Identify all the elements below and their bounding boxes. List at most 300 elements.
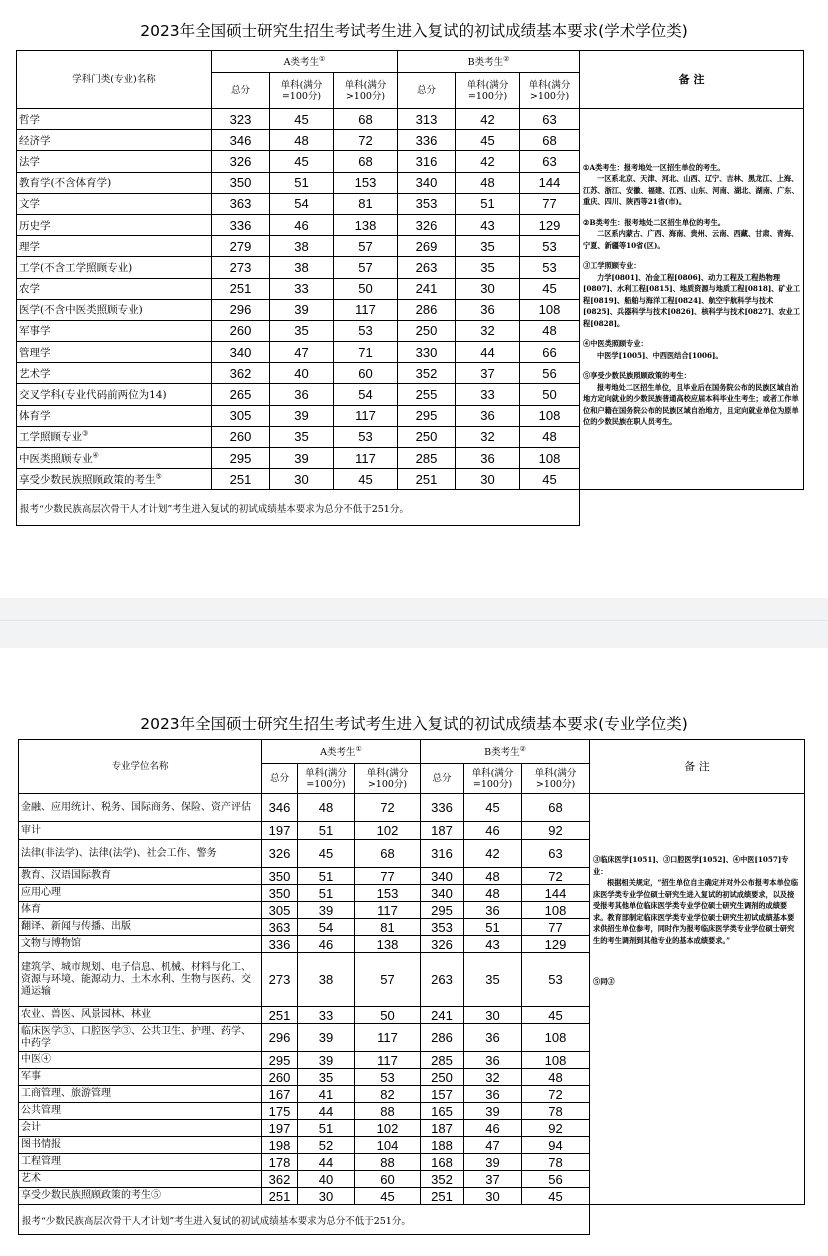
a-total-header: 总分: [262, 764, 298, 794]
score-cell: 168: [421, 1154, 464, 1171]
score-cell: 326: [398, 214, 456, 235]
subject-name-text: 文学: [19, 198, 40, 211]
notes-cell: [580, 109, 804, 490]
score-cell: 363: [262, 919, 298, 936]
score-cell: 36: [456, 405, 520, 426]
notes-cell: [590, 794, 805, 1205]
subject-name-text: 理学: [19, 240, 40, 253]
subject-name-text: 农学: [19, 283, 40, 296]
score-cell: 269: [398, 236, 456, 257]
degree-name: 金融、应用统计、税务、国际商务、保险、资产评估: [19, 794, 262, 822]
score-cell: 250: [398, 320, 456, 341]
degree-name: 公共管理: [19, 1103, 262, 1120]
degree-name: 法律(非法学)、法律(法学)、社会工作、警务: [19, 840, 262, 868]
score-cell: 326: [212, 151, 270, 172]
degree-name: 临床医学③、口腔医学③、公共卫生、护理、药学、中药学: [19, 1024, 262, 1052]
note-body: 一区系北京、天津、河北、山西、辽宁、吉林、黑龙江、上海、江苏、浙江、安徽、福建、江西、山东、河南、湖北、湖南、广东、重庆、四川、陕西等21省(市)。: [583, 174, 799, 207]
a-single100gt-header: 单科(满分>100分): [334, 73, 398, 109]
score-cell: 108: [522, 902, 590, 919]
subject-name: [17, 193, 212, 214]
score-cell: 251: [398, 469, 456, 490]
notes-header: 备 注: [590, 740, 805, 794]
score-cell: 40: [298, 1171, 355, 1188]
score-cell: 56: [520, 363, 580, 384]
subject-name: [17, 299, 212, 320]
score-cell: 48: [464, 868, 522, 885]
degree-name: 翻译、新闻与传播、出版: [19, 919, 262, 936]
score-cell: 60: [355, 1171, 421, 1188]
score-cell: 346: [262, 794, 298, 822]
b-single100-header: 单科(满分=100分): [456, 73, 520, 109]
score-cell: 362: [212, 363, 270, 384]
score-cell: 72: [522, 868, 590, 885]
score-cell: 30: [456, 278, 520, 299]
score-cell: 241: [421, 1007, 464, 1024]
degree-name: 文物与博物馆: [19, 936, 262, 953]
score-cell: 36: [464, 1086, 522, 1103]
subject-name-text: 法学: [19, 155, 40, 168]
score-cell: 81: [355, 919, 421, 936]
footnote-mark: ③: [82, 429, 89, 438]
score-cell: 48: [522, 1069, 590, 1086]
subject-name: [17, 405, 212, 426]
score-cell: 63: [520, 109, 580, 130]
score-cell: 263: [421, 953, 464, 1007]
score-cell: 117: [355, 1024, 421, 1052]
score-cell: 330: [398, 342, 456, 363]
score-cell: 48: [298, 794, 355, 822]
subject-name-text: 交叉学科(专业代码前两位为14): [19, 389, 167, 402]
note-body: 根据相关规定，“招生单位自主确定并对外公布报考本单位临床医学类专业学位硕士研究生进入复试的初试成绩要求，以及接受报考其他单位临床医学类专业学位硕士研究生调剂的成绩要求。教育部制定临床医学类专业学位硕士研究生初试成绩基本要求供招生单位参考，同时作为报考临床医学类专业学位硕士研究生的考生调剂到其他专业的基本成绩要求。”: [593, 878, 799, 945]
subject-name-text: 军事学: [19, 325, 51, 338]
table-row: [19, 794, 805, 822]
b-total-header: 总分: [421, 764, 464, 794]
score-cell: 47: [270, 342, 334, 363]
score-cell: 296: [212, 299, 270, 320]
score-cell: 38: [270, 236, 334, 257]
score-cell: 35: [298, 1069, 355, 1086]
score-cell: 82: [355, 1086, 421, 1103]
score-cell: 241: [398, 278, 456, 299]
subject-name: [17, 236, 212, 257]
score-cell: 45: [334, 469, 398, 490]
score-cell: 63: [522, 840, 590, 868]
score-cell: 50: [520, 384, 580, 405]
score-cell: 71: [334, 342, 398, 363]
subject-name: [17, 214, 212, 235]
score-cell: 44: [298, 1103, 355, 1120]
score-cell: 78: [522, 1154, 590, 1171]
score-cell: 30: [298, 1188, 355, 1205]
group-a-header: A类考生①: [212, 51, 398, 73]
score-cell: 42: [456, 151, 520, 172]
score-cell: 77: [522, 919, 590, 936]
subject-name-text: 艺术学: [19, 367, 51, 380]
score-cell: 30: [456, 469, 520, 490]
score-cell: 53: [522, 953, 590, 1007]
score-cell: 296: [262, 1024, 298, 1052]
score-cell: 187: [421, 1120, 464, 1137]
score-cell: 286: [421, 1024, 464, 1052]
score-cell: 251: [421, 1188, 464, 1205]
score-cell: 38: [298, 953, 355, 1007]
score-cell: 44: [298, 1154, 355, 1171]
score-cell: 265: [212, 384, 270, 405]
group-b-header: B类考生②: [398, 51, 580, 73]
a-single100-header: 单科(满分=100分): [270, 73, 334, 109]
score-cell: 77: [355, 868, 421, 885]
score-cell: 36: [464, 1024, 522, 1052]
score-cell: 32: [456, 320, 520, 341]
subject-name-text: 工学照顾专业: [19, 431, 82, 444]
score-cell: 47: [464, 1137, 522, 1154]
score-cell: 45: [520, 469, 580, 490]
score-cell: 39: [464, 1154, 522, 1171]
subject-name-text: 管理学: [19, 346, 51, 359]
score-cell: 37: [464, 1171, 522, 1188]
score-cell: 32: [464, 1069, 522, 1086]
note-head: ④中医类照顾专业：: [583, 339, 648, 349]
score-cell: 68: [520, 130, 580, 151]
score-cell: 53: [520, 236, 580, 257]
score-cell: 46: [270, 214, 334, 235]
score-cell: 353: [398, 193, 456, 214]
score-cell: 35: [456, 236, 520, 257]
degree-name: 军事: [19, 1069, 262, 1086]
score-cell: 54: [334, 384, 398, 405]
score-cell: 57: [334, 236, 398, 257]
score-cell: 117: [334, 448, 398, 469]
a-total-header: 总分: [212, 73, 270, 109]
score-cell: 35: [456, 257, 520, 278]
score-cell: 187: [421, 822, 464, 840]
score-cell: 35: [270, 426, 334, 447]
score-cell: 340: [398, 172, 456, 193]
score-cell: 346: [212, 130, 270, 151]
subject-name: [17, 384, 212, 405]
score-cell: 285: [398, 448, 456, 469]
subject-name: [17, 426, 212, 447]
score-cell: 68: [355, 840, 421, 868]
score-cell: 39: [298, 1052, 355, 1069]
score-cell: 48: [456, 172, 520, 193]
name-column-header: 学科门类(专业)名称: [17, 51, 212, 109]
page-separator: [0, 598, 828, 648]
score-cell: 323: [212, 109, 270, 130]
score-cell: 53: [334, 426, 398, 447]
note-item: [583, 370, 800, 428]
score-cell: 46: [298, 936, 355, 953]
subject-name: [17, 363, 212, 384]
score-cell: 295: [262, 1052, 298, 1069]
score-cell: 144: [522, 885, 590, 902]
score-cell: 51: [464, 919, 522, 936]
subject-name-text: 享受少数民族照顾政策的考生: [19, 473, 156, 486]
score-cell: 153: [334, 172, 398, 193]
score-cell: 340: [421, 885, 464, 902]
score-cell: 51: [298, 885, 355, 902]
degree-name: 会计: [19, 1120, 262, 1137]
score-cell: 250: [421, 1069, 464, 1086]
score-cell: 350: [212, 172, 270, 193]
score-cell: 46: [464, 1120, 522, 1137]
score-cell: 72: [522, 1086, 590, 1103]
score-cell: 88: [355, 1103, 421, 1120]
score-cell: 251: [212, 469, 270, 490]
score-cell: 117: [355, 902, 421, 919]
score-cell: 45: [355, 1188, 421, 1205]
score-cell: 295: [421, 902, 464, 919]
score-cell: 35: [270, 320, 334, 341]
subject-name-text: 体育学: [19, 410, 51, 423]
score-cell: 260: [212, 320, 270, 341]
score-cell: 251: [212, 278, 270, 299]
score-cell: 363: [212, 193, 270, 214]
score-cell: 295: [398, 405, 456, 426]
score-cell: 48: [464, 885, 522, 902]
score-cell: 251: [262, 1188, 298, 1205]
score-cell: 39: [270, 299, 334, 320]
note-head: ③工学照顾专业：: [583, 261, 641, 271]
academic-footer: 报考“少数民族高层次骨干人才计划”考生进入复试的初试成绩基本要求为总分不低于251分。: [17, 490, 580, 526]
degree-name: 建筑学、城市规划、电子信息、机械、材料与化工、资源与环境、能源动力、土木水利、生物与医药、交通运输: [19, 953, 262, 1007]
score-cell: 39: [298, 902, 355, 919]
score-cell: 39: [298, 1024, 355, 1052]
score-cell: 35: [464, 953, 522, 1007]
score-cell: 197: [262, 1120, 298, 1137]
score-cell: 42: [464, 840, 522, 868]
score-cell: 38: [270, 257, 334, 278]
score-cell: 68: [522, 794, 590, 822]
score-cell: 144: [520, 172, 580, 193]
score-cell: 108: [522, 1052, 590, 1069]
subject-name: [17, 448, 212, 469]
b-single100gt-header: 单科(满分>100分): [520, 73, 580, 109]
score-cell: 51: [456, 193, 520, 214]
subject-name: [17, 257, 212, 278]
academic-table: [16, 50, 804, 526]
score-cell: 33: [456, 384, 520, 405]
professional-footer: 报考“少数民族高层次骨干人才计划”考生进入复试的初试成绩基本要求为总分不低于251分。: [19, 1205, 590, 1235]
score-cell: 263: [398, 257, 456, 278]
score-cell: 138: [355, 936, 421, 953]
score-cell: 53: [520, 257, 580, 278]
score-cell: 50: [355, 1007, 421, 1024]
score-cell: 63: [520, 151, 580, 172]
degree-name: 教育、汉语国际教育: [19, 868, 262, 885]
score-cell: 336: [421, 794, 464, 822]
note-head: ①A类考生：报考地处一区招生单位的考生。: [583, 162, 725, 172]
score-cell: 117: [334, 299, 398, 320]
subject-name-text: 历史学: [19, 219, 51, 232]
score-cell: 305: [212, 405, 270, 426]
footnote-mark: ④: [92, 451, 99, 460]
score-cell: 353: [421, 919, 464, 936]
score-cell: 178: [262, 1154, 298, 1171]
score-cell: 167: [262, 1086, 298, 1103]
score-cell: 305: [262, 902, 298, 919]
subject-name-text: 工学(不含工学照顾专业): [19, 261, 133, 274]
degree-name: 应用心理: [19, 885, 262, 902]
degree-name: 工程管理: [19, 1154, 262, 1171]
b-total-header: 总分: [398, 73, 456, 109]
score-cell: 51: [298, 1120, 355, 1137]
note-head: ⑤同③: [593, 977, 615, 986]
score-cell: 316: [421, 840, 464, 868]
score-cell: 36: [464, 902, 522, 919]
score-cell: 117: [355, 1052, 421, 1069]
score-cell: 175: [262, 1103, 298, 1120]
score-cell: 45: [270, 151, 334, 172]
a-single100gt-header: 单科(满分>100分): [355, 764, 421, 794]
score-cell: 45: [456, 130, 520, 151]
score-cell: 313: [398, 109, 456, 130]
b-single100-header: 单科(满分=100分): [464, 764, 522, 794]
score-cell: 53: [355, 1069, 421, 1086]
score-cell: 52: [298, 1137, 355, 1154]
note-body: 力学[0801]、冶金工程[0806]、动力工程及工程热物理[0807]、水利工程[0815]、地质资源与地质工程[0818]、矿业工程[0819]、船舶与海洋工程[0824]、航空宇航科学与技术[0825]、兵器科学与技术[0826]、核科学与技术[0827]、农业工程[0828]。: [583, 272, 801, 328]
score-cell: 104: [355, 1137, 421, 1154]
score-cell: 336: [262, 936, 298, 953]
degree-name: 工商管理、旅游管理: [19, 1086, 262, 1103]
score-cell: 350: [262, 885, 298, 902]
score-cell: 285: [421, 1052, 464, 1069]
score-cell: 108: [520, 448, 580, 469]
score-cell: 60: [334, 363, 398, 384]
score-cell: 117: [334, 405, 398, 426]
score-cell: 188: [421, 1137, 464, 1154]
score-cell: 102: [355, 1120, 421, 1137]
score-cell: 43: [464, 936, 522, 953]
score-cell: 350: [262, 868, 298, 885]
score-cell: 157: [421, 1086, 464, 1103]
subject-name-text: 经济学: [19, 134, 51, 147]
subject-name: [17, 278, 212, 299]
score-cell: 48: [520, 426, 580, 447]
score-cell: 43: [456, 214, 520, 235]
score-cell: 53: [334, 320, 398, 341]
subject-name: [17, 151, 212, 172]
note-item: [583, 217, 800, 252]
score-cell: 279: [212, 236, 270, 257]
degree-name: 农业、兽医、风景园林、林业: [19, 1007, 262, 1024]
subject-name-text: 中医类照顾专业: [19, 452, 93, 465]
score-cell: 260: [212, 426, 270, 447]
score-cell: 286: [398, 299, 456, 320]
score-cell: 316: [398, 151, 456, 172]
score-cell: 46: [464, 822, 522, 840]
score-cell: 273: [262, 953, 298, 1007]
score-cell: 32: [456, 426, 520, 447]
score-cell: 251: [262, 1007, 298, 1024]
score-cell: 50: [334, 278, 398, 299]
table-row: [17, 109, 804, 130]
score-cell: 362: [262, 1171, 298, 1188]
score-cell: 336: [212, 214, 270, 235]
professional-title: 2023年全国硕士研究生招生考试考生进入复试的初试成绩基本要求(专业学位类): [140, 715, 688, 733]
score-cell: 165: [421, 1103, 464, 1120]
subject-name: [17, 342, 212, 363]
score-cell: 68: [334, 151, 398, 172]
note-head: ②B类考生：报考地处二区招生单位的考生。: [583, 217, 725, 227]
a-single100-header: 单科(满分=100分): [298, 764, 355, 794]
score-cell: 39: [270, 448, 334, 469]
score-cell: 51: [298, 822, 355, 840]
score-cell: 198: [262, 1137, 298, 1154]
score-cell: 250: [398, 426, 456, 447]
score-cell: 129: [522, 936, 590, 953]
score-cell: 88: [355, 1154, 421, 1171]
subject-name: [17, 109, 212, 130]
score-cell: 197: [262, 822, 298, 840]
name-column-header: 专业学位名称: [19, 740, 262, 794]
score-cell: 72: [334, 130, 398, 151]
score-cell: 68: [334, 109, 398, 130]
score-cell: 39: [464, 1103, 522, 1120]
subject-name: [17, 172, 212, 193]
score-cell: 45: [522, 1188, 590, 1205]
score-cell: 352: [398, 363, 456, 384]
score-cell: 33: [270, 278, 334, 299]
note-item: [593, 854, 801, 946]
score-cell: 30: [464, 1188, 522, 1205]
subject-name-text: 哲学: [19, 113, 40, 126]
note-item: [583, 260, 800, 329]
degree-name: 体育: [19, 902, 262, 919]
score-cell: 77: [520, 193, 580, 214]
score-cell: 48: [270, 130, 334, 151]
note-body: 中医学[1005]、中西医结合[1006]。: [597, 350, 723, 360]
score-cell: 81: [334, 193, 398, 214]
score-cell: 72: [355, 794, 421, 822]
score-cell: 295: [212, 448, 270, 469]
degree-name: 中医④: [19, 1052, 262, 1069]
score-cell: 45: [464, 794, 522, 822]
score-cell: 40: [270, 363, 334, 384]
score-cell: 78: [522, 1103, 590, 1120]
score-cell: 260: [262, 1069, 298, 1086]
score-cell: 36: [456, 299, 520, 320]
score-cell: 36: [464, 1052, 522, 1069]
b-single100gt-header: 单科(满分>100分): [522, 764, 590, 794]
score-cell: 36: [270, 384, 334, 405]
note-item: [593, 976, 801, 988]
footnote-mark: ⑤: [155, 472, 162, 481]
subject-name-text: 医学(不含中医类照顾专业): [19, 304, 143, 317]
score-cell: 54: [298, 919, 355, 936]
score-cell: 44: [456, 342, 520, 363]
score-cell: 352: [421, 1171, 464, 1188]
note-body: 报考地处二区招生单位，且毕业后在国务院公布的民族区域自治地方定向就业的少数民族普通高校应届本科毕业生考生；或者工作单位和户籍在国务院公布的民族区域自治地方，且定向就业单位为原单位的少数民族在职人员考生。: [583, 382, 799, 427]
professional-table: [18, 739, 805, 1235]
score-cell: 42: [456, 109, 520, 130]
score-cell: 92: [522, 822, 590, 840]
academic-title: 2023年全国硕士研究生招生考试考生进入复试的初试成绩基本要求(学术学位类): [140, 22, 688, 40]
score-cell: 54: [270, 193, 334, 214]
note-item: [583, 162, 800, 208]
score-cell: 37: [456, 363, 520, 384]
score-cell: 340: [421, 868, 464, 885]
subject-name: [17, 469, 212, 490]
score-cell: 33: [298, 1007, 355, 1024]
score-cell: 326: [262, 840, 298, 868]
score-cell: 30: [464, 1007, 522, 1024]
group-a-header: A类考生①: [262, 740, 421, 764]
degree-name: 审计: [19, 822, 262, 840]
score-cell: 94: [522, 1137, 590, 1154]
score-cell: 108: [520, 299, 580, 320]
subject-name-text: 教育学(不含体育学): [19, 177, 112, 190]
